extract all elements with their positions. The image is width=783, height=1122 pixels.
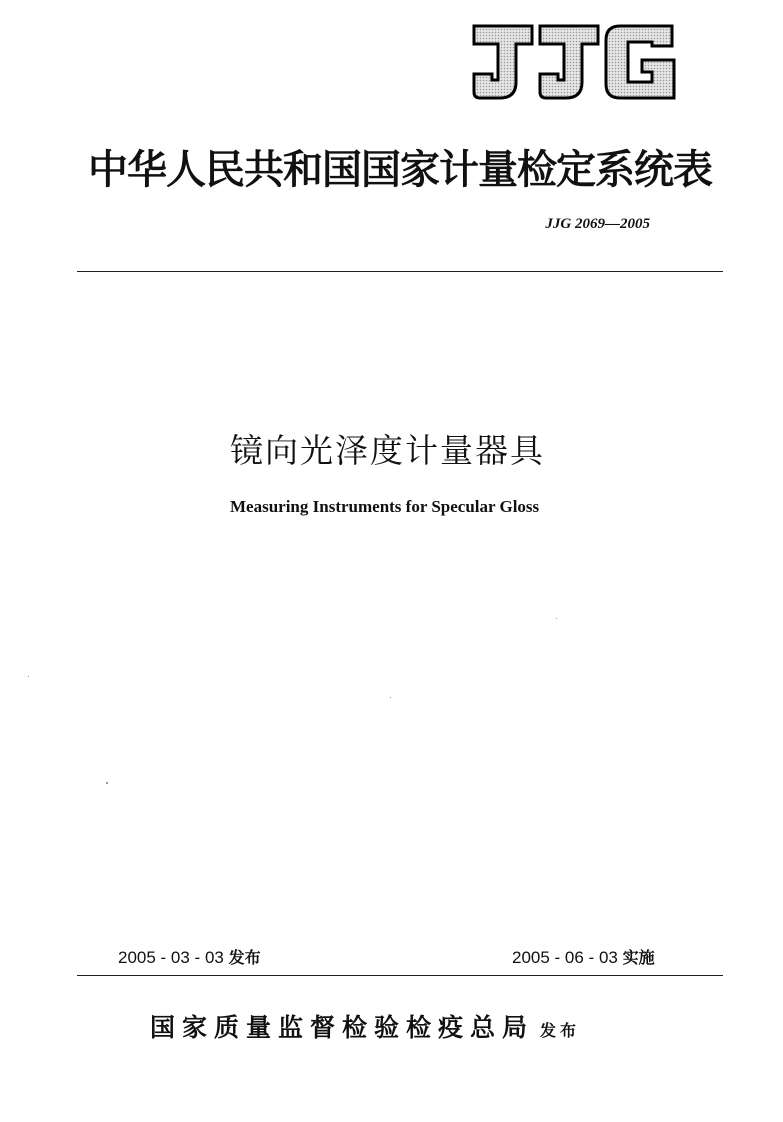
document-title-cn: 镜向光泽度计量器具 <box>230 431 545 470</box>
issue-date-line <box>118 945 261 968</box>
scan-speck <box>390 697 391 698</box>
top-divider <box>77 271 723 272</box>
implementation-date-line <box>512 945 655 968</box>
main-title: 中华人民共和国国家计量检定系统表 <box>88 146 712 193</box>
publisher-line <box>150 1008 580 1044</box>
issue-date: 2005 - 03 - 03 <box>118 948 224 967</box>
implementation-date: 2005 - 06 - 03 <box>512 948 618 967</box>
jjg-logo <box>470 22 680 102</box>
standard-code: JJG 2069—2005 <box>545 216 650 232</box>
publisher-name: 国家质量监督检验检疫总局 <box>150 1013 535 1042</box>
publisher-suffix: 发布 <box>540 1021 581 1040</box>
scan-speck <box>556 618 557 619</box>
scan-speck <box>106 782 108 784</box>
issue-label: 发布 <box>228 948 261 967</box>
bottom-divider <box>77 975 723 976</box>
document-title-en: Measuring Instruments for Specular Gloss <box>230 497 540 516</box>
scan-speck <box>28 676 29 677</box>
implementation-label: 实施 <box>622 948 655 967</box>
